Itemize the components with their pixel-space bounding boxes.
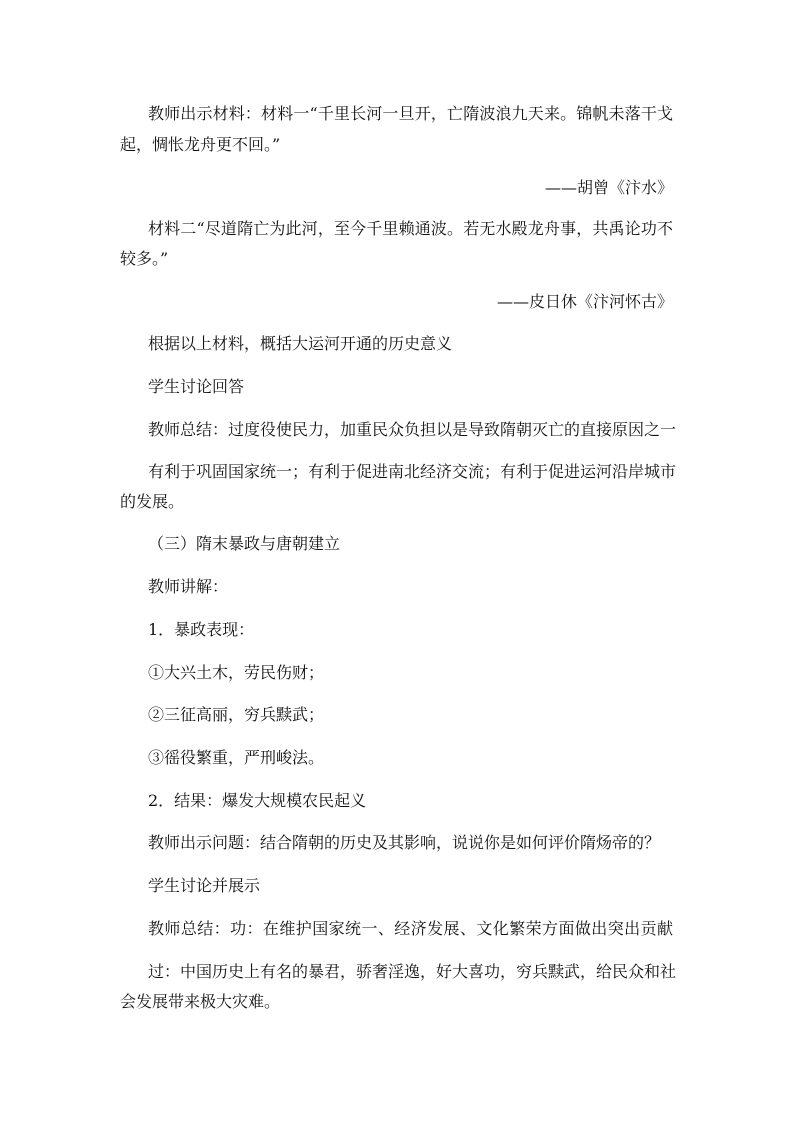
- question-2-paragraph: 教师出示问题：结合隋朝的历史及其影响，说说你是如何评价隋炀帝的？: [148, 833, 661, 852]
- paragraph-material-1-line-1: 教师出示材料：材料一“千里长河一旦开，亡隋波浪九天来。锦帆未落干戈: [148, 104, 673, 123]
- summary-4-line-1: 过：中国历史上有名的暴君，骄奢淫逸，好大喜功，穷兵黩武，给民众和社: [148, 962, 677, 981]
- paragraph-material-2-line-2: 较多。”: [120, 249, 169, 268]
- paragraph-material-1-line-2: 起，惆怅龙舟更不回。”: [120, 135, 281, 154]
- teacher-explains: 教师讲解：: [148, 577, 229, 596]
- summary-2-line-1: 有利于巩固国家统一；有利于促进南北经济交流；有利于促进运河沿岸城市: [148, 462, 677, 481]
- material-1-source: ——胡曾《汴水》: [544, 178, 673, 197]
- summary-4-line-2: 会发展带来极大灾难。: [120, 992, 281, 1011]
- item-2: 2．结果：爆发大规模农民起义: [148, 791, 367, 810]
- teacher-summary-3: 教师总结：功：在维护国家统一、经济发展、文化繁荣方面做出突出贡献: [148, 919, 673, 938]
- students-answer-paragraph: 学生讨论回答: [148, 377, 245, 396]
- item-1-heading: 1．暴政表现：: [148, 620, 255, 639]
- summary-2-line-2: 的发展。: [120, 492, 185, 511]
- students-show-paragraph: 学生讨论并展示: [148, 876, 261, 895]
- item-1-b: ②三征高丽，穷兵黩武；: [148, 705, 325, 724]
- item-1-c: ③徭役繁重，严刑峻法。: [148, 748, 325, 767]
- item-1-a: ①大兴土木，劳民伤财；: [148, 663, 325, 682]
- section-3-heading: （三）隋末暴政与唐朝建立: [148, 534, 341, 553]
- paragraph-material-2-line-1: 材料二“尽道隋亡为此河，至今千里赖通波。若无水殿龙舟事，共禹论功不: [148, 219, 673, 238]
- material-2-source: ——皮日休《汴河怀古》: [496, 292, 673, 311]
- teacher-summary-1: 教师总结：过度役使民力，加重民众负担以是导致隋朝灭亡的直接原因之一: [148, 420, 677, 439]
- question-paragraph: 根据以上材料，概括大运河开通的历史意义: [148, 334, 453, 353]
